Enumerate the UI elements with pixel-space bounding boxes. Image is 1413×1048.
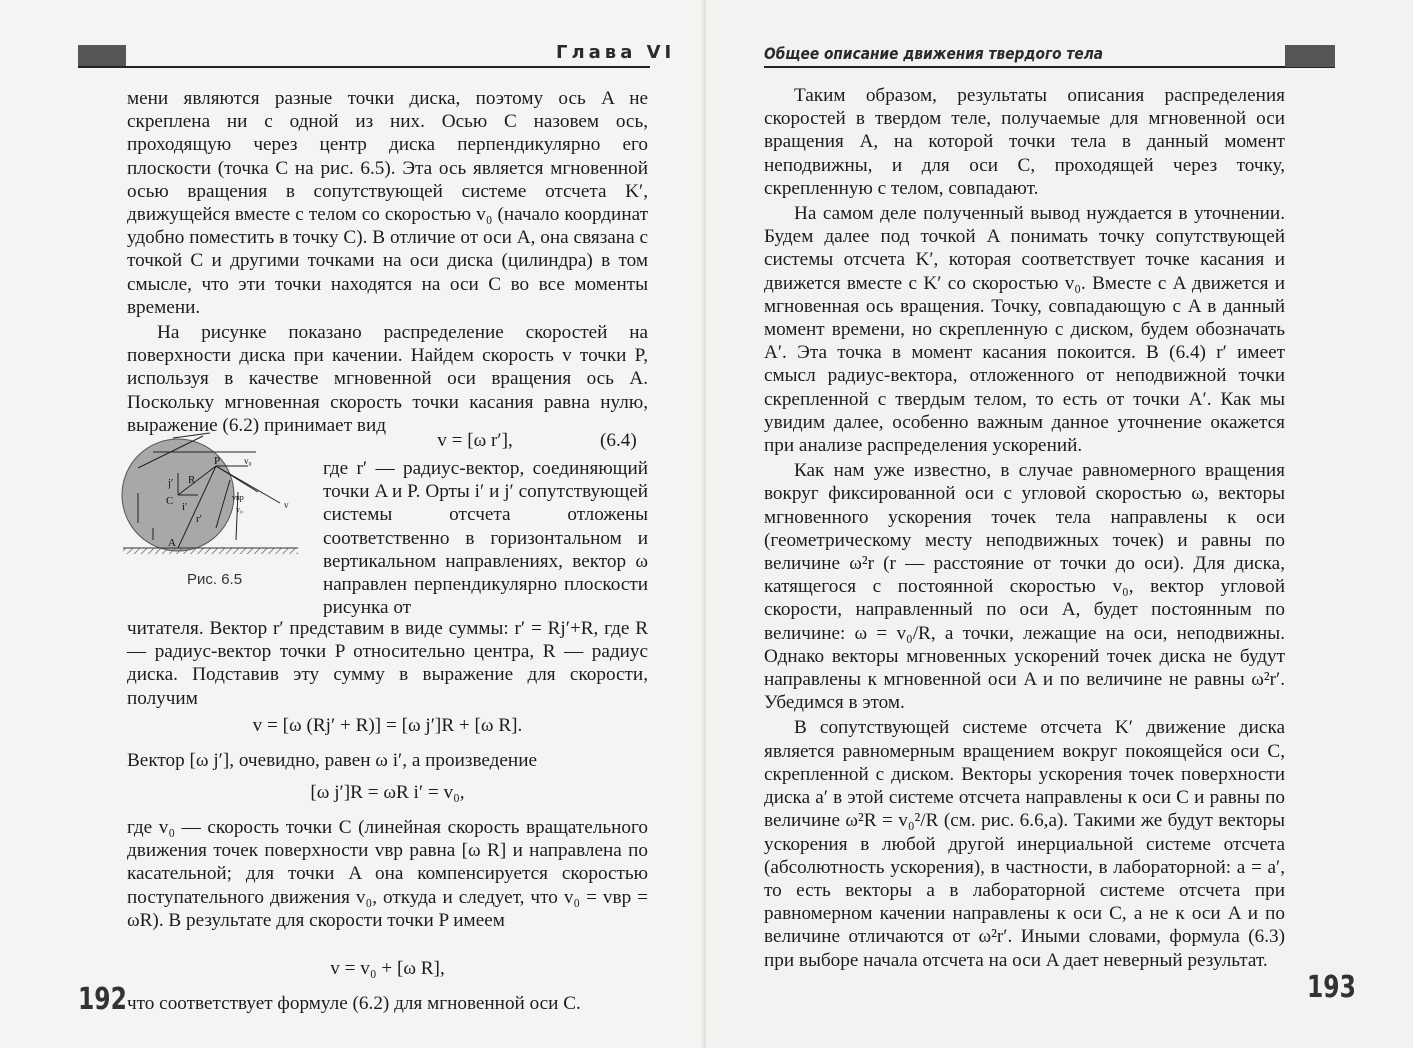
label-v: v <box>284 500 289 510</box>
running-header: Общее описание движения твердого тела <box>764 44 1104 63</box>
figure-caption: Рис. 6.5 <box>187 571 243 588</box>
paragraph: На рисунке показано распределение скоростей на поверхности диска при качении. Найдем скорость v точки P, используя в качестве мгновенной оси вращения ось A. Поскольку мгновенная скорость точки касания равна нулю, выражение (6.2) принимает вид <box>127 322 648 436</box>
equation-final: v = v₀ + [ω R], <box>330 958 445 979</box>
label-C: C <box>166 495 174 507</box>
ground <box>123 548 298 554</box>
equation-6-4: v = [ω r′], <box>437 430 513 451</box>
label-i: i′ <box>182 501 188 513</box>
left-page <box>0 0 706 1048</box>
label-P: P <box>214 455 221 467</box>
header-bar-left <box>78 45 126 67</box>
label-R: R <box>188 474 196 486</box>
right-body <box>764 84 1285 972</box>
left-body-line <box>127 749 648 772</box>
left-body-top <box>127 87 648 437</box>
paragraph: что соответствует формуле (6.2) для мгновенной оси C. <box>127 993 581 1014</box>
label-A: A <box>168 537 176 549</box>
left-body-bottom <box>127 816 648 932</box>
paragraph: Как нам уже известно, в случае равномерного вращения вокруг фиксированной оси с угловой скоростью ω, векторы мгновенного ускорения точек тела направлены к оси (геометрическому месту неподвижных точек) и равны по величине ω²r (r — расстояние от точки до оси). Для диска, катящегося с постоянной скоростью v₀, вектор угловой скорости, направленный по оси A, будет постоянным по величине: ω = v₀/R, а точки, лежащие на оси, неподвижны. Однако векторы мгновенных ускорений точек диска не будут направлены к мгновенной оси A и по величине не равны ω²r′. Убедимся в этом. <box>764 460 1285 714</box>
paragraph: Вектор [ω j′], очевидно, равен ω i′, а произведение <box>127 750 537 771</box>
left-last-line <box>127 992 648 1015</box>
label-vvr: vвр <box>232 493 244 502</box>
label-j: j′ <box>168 477 174 489</box>
paragraph: читателя. Вектор r′ представим в виде суммы: r′ = Rj′+R, где R — радиус-вектор точки P относительно центра, R — радиус диска. Подставив эту сумму в выражение для скорости, получим <box>127 618 648 709</box>
equation-sum: v = [ω (Rj′ + R)] = [ω j′]R + [ω R]. <box>252 715 523 736</box>
left-body-mid <box>127 617 648 710</box>
paragraph: мени являются разные точки диска, поэтому ось A не скреплена ни с одной из них. Осью C назовем ось, проходящую через центр диска перпендикулярно его плоскости (точка C на рис. 6.5). Эта ось является мгновенной осью вращения в сопутствующей системе отсчета K′, движущейся вместе с телом со скоростью v₀ (начало координат удобно поместить в точку C). В отличие от оси A, она связана с точкой C и другими точками на оси диска (цилиндра) в том смысле, что эти точки находятся на оси C во все моменты времени. <box>127 88 648 318</box>
header-rule-right <box>764 66 1335 68</box>
right-page <box>706 0 1413 1048</box>
paragraph: Таким образом, результаты описания распределения скоростей в твердом теле, получаемые для мгновенной оси вращения A, на которой точки тела в данный момент неподвижны, и для оси C, проходящей через точку, скрепленную с телом, совпадают. <box>764 85 1285 199</box>
equation-number: (6.4) <box>600 430 637 451</box>
equation-product: [ω j′]R = ωR i′ = v₀, <box>310 782 465 803</box>
label-v0-top: v₀ <box>244 456 252 466</box>
header-bar-right <box>1285 45 1335 67</box>
chapter-header: Глава VI <box>556 42 676 63</box>
wrapped-text: где r′ — радиус-вектор, соединяющий точки A и P. Орты i′ и j′ сопутствующей системы отсчета отложены соответственно в горизонтальном и вертикальном направлениях, вектор ω направлен перпендикулярно плоскости рисунка от <box>323 458 648 619</box>
page-number-right: 193 <box>1307 970 1356 1005</box>
paragraph: где v₀ — скорость точки C (линейная скорость вращательного движения точек поверхности vвр равна [ω R] и направлена по касательной; для точки A она компенсируется скоростью поступательного движения v₀, откуда и следует, что v₀ = vвр = ωR). В результате для скорости точки P имеем <box>127 817 648 931</box>
page-number-left: 192 <box>78 982 127 1017</box>
label-v0-mid: v₀ <box>236 505 243 514</box>
figure-6-5 <box>118 428 310 563</box>
paragraph: В сопутствующей системе отсчета K′ движение диска является равномерным вращением вокруг покоящейся оси C, скрепленной с диском. Векторы ускорения точек поверхности диска a′ в этой системе отсчета направлены к оси C и равны по величине ω²R = v₀²/R (см. рис. 6.6,a). Такими же будут векторы ускорения в любой другой инерциальной системе отсчета (абсолютность ускорения), в частности, в лабораторной: a = a′, то есть векторы a в лабораторной системе отсчета при равномерном качении направлены к оси C, а не к оси A и по величине отличаются от ω²r′. Иными словами, формула (6.3) при выборе начала отсчета на оси A дает неверный результат. <box>764 717 1285 971</box>
paragraph: На самом деле полученный вывод нуждается в уточнении. Будем далее под точкой A понимать точку сопутствующей системы отсчета K′, которая соответствует точке касания и движется вместе с K′ со скоростью v₀. Вместе с A движется и мгновенная ось вращения. Точку, совпадающую с A в данный момент времени, но скрепленную с диском, будем обозначать A′. Эта точка в момент касания покоится. В (6.4) r′ имеет смысл радиус-вектора, отложенного от неподвижной точки скрепленной с твердым телом, то есть от точки A′. Как мы увидим далее, особенно важным данное уточнение окажется при анализе распределения ускорений. <box>764 203 1285 457</box>
label-r: r′ <box>196 513 203 525</box>
header-rule-left <box>78 66 650 68</box>
